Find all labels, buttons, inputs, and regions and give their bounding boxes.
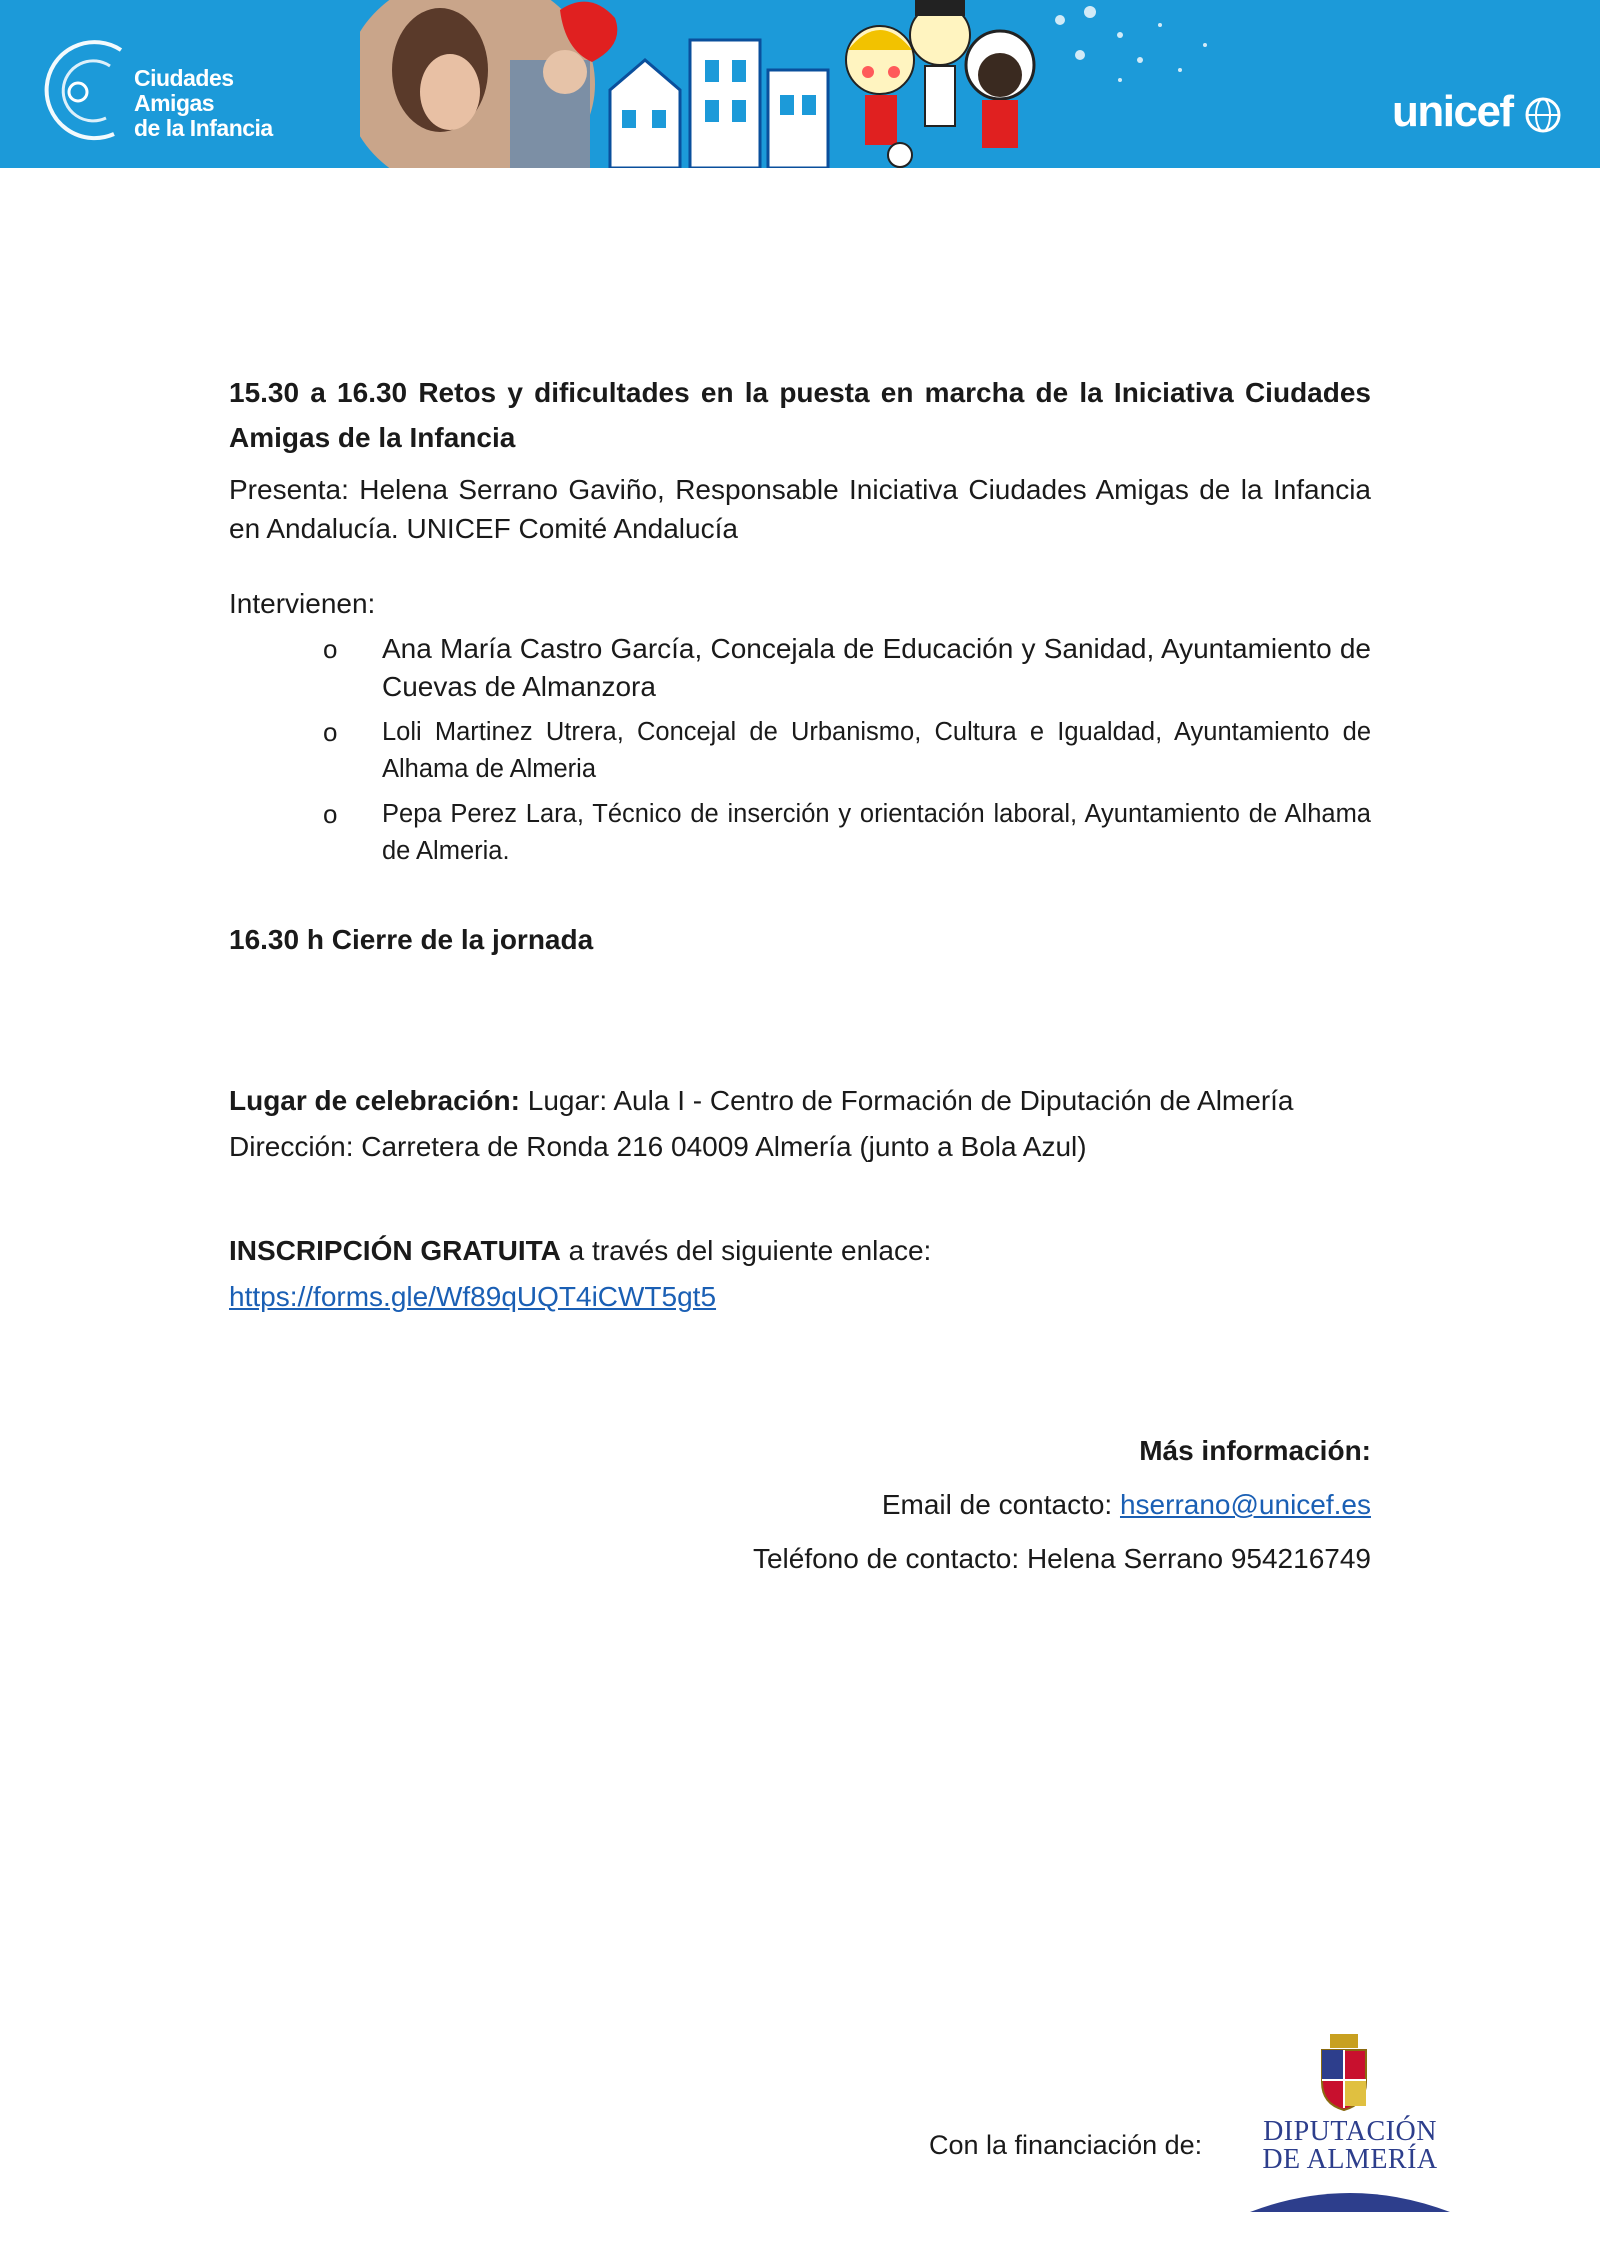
- ciudades-amigas-logo-text: Ciudades Amigas de la Infancia: [134, 65, 273, 141]
- bullet-icon: o: [323, 634, 338, 664]
- closing-session: 16.30 h Cierre de la jornada: [229, 924, 594, 955]
- speaker-item: [229, 796, 1371, 870]
- venue-line: [229, 1078, 1371, 1124]
- diputacion-logo-text: DIPUTACIÓN DE ALMERÍA: [1262, 2116, 1438, 2175]
- unicef-globe-icon: [1524, 96, 1562, 134]
- document-body: [229, 370, 1371, 1586]
- venue-label: Lugar de celebración:: [229, 1085, 520, 1116]
- bullet-icon: o: [323, 799, 338, 829]
- registration-line: [229, 1228, 1371, 1274]
- speaker-text: Loli Martinez Utrera, Concejal de Urbanismo, Cultura e Igualdad, Ayuntamiento de Alhama de Almeria: [382, 718, 1371, 783]
- registration-text: a través del siguiente enlace:: [560, 1235, 932, 1266]
- speaker-item: [229, 714, 1371, 788]
- speaker-text: Ana María Castro García, Concejala de Educación y Sanidad, Ayuntamiento de Cuevas de Almanzora: [382, 633, 1371, 702]
- bullet-icon: o: [323, 717, 338, 747]
- speaker-item: [229, 630, 1371, 706]
- venue-value: Lugar: Aula I - Centro de Formación de Diputación de Almería: [519, 1085, 1294, 1116]
- header-banner: [0, 0, 1600, 168]
- venue-address: Dirección: Carretera de Ronda 216 04009 Almería (junto a Bola Azul): [229, 1131, 1087, 1162]
- diputacion-swoosh-icon: [1250, 2182, 1450, 2212]
- more-info-block: [229, 1424, 1371, 1586]
- speakers-label: Intervienen:: [229, 588, 376, 619]
- diputacion-crest-icon: [1316, 2032, 1372, 2112]
- session-title: 15.30 a 16.30 Retos y dificultades en la puesta en marcha de la Iniciativa Ciudades Amigas de la Infancia: [229, 377, 1371, 453]
- email-row: [229, 1478, 1371, 1532]
- banner-illustration: [360, 0, 1260, 168]
- more-info-title: Más información:: [1139, 1435, 1371, 1466]
- unicef-logo-text: unicef: [1392, 87, 1513, 136]
- session-presenter: Presenta: Helena Serrano Gaviño, Responsable Iniciativa Ciudades Amigas de la Infancia en Andalucía. UNICEF Comité Andalucía: [229, 474, 1371, 544]
- speaker-text: Pepa Perez Lara, Técnico de inserción y orientación laboral, Ayuntamiento de Alhama de Almeria.: [382, 800, 1371, 865]
- registration-link[interactable]: https://forms.gle/Wf89qUQT4iCWT5gt5: [229, 1281, 717, 1312]
- email-link[interactable]: hserrano@unicef.es: [1119, 1489, 1371, 1520]
- registration-label: INSCRIPCIÓN GRATUITA: [229, 1235, 561, 1266]
- funding-label: Con la financiación de:: [929, 2130, 1203, 2160]
- email-label: Email de contacto:: [881, 1489, 1120, 1520]
- phone-row: Teléfono de contacto: Helena Serrano 954216749: [752, 1543, 1371, 1574]
- speakers-list: [229, 630, 1371, 870]
